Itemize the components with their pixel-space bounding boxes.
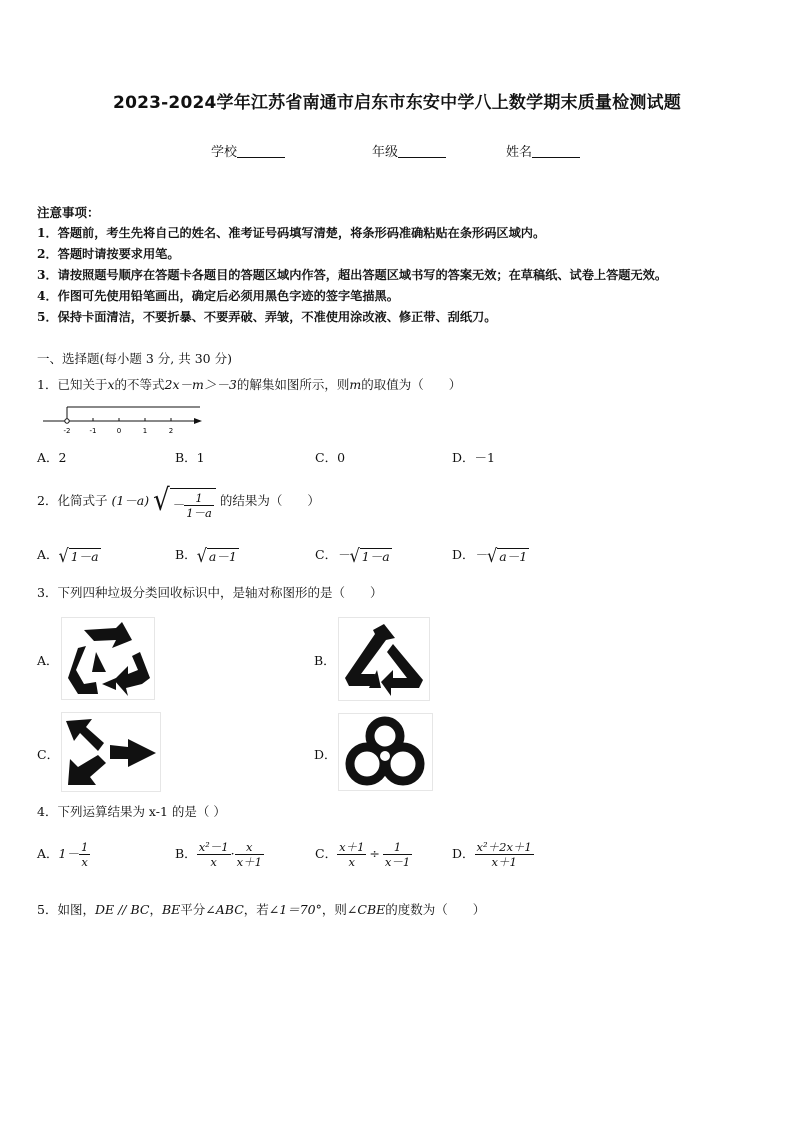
denominator: x [210, 855, 217, 869]
denominator: x－1 [384, 855, 411, 869]
option-label: D． [452, 846, 475, 861]
q4-option-b[interactable] [175, 840, 264, 869]
q4-option-d[interactable] [452, 840, 534, 869]
school-blank [237, 144, 285, 158]
option-operator: ÷ [369, 846, 380, 861]
question-1 [37, 375, 461, 393]
page-title: 2023-2024学年江苏省南通市启东市东安中学八上数学期末质量检测试题 [113, 93, 681, 113]
q5-text: ，若 [243, 902, 269, 917]
denominator: x＋1 [236, 855, 262, 869]
option-fraction [383, 840, 412, 869]
q3-image-a[interactable] [61, 617, 155, 700]
biohazard-icon [339, 714, 432, 790]
q5-math: BE [161, 902, 181, 917]
note-item: 2．答题时请按要求用笔。 [37, 247, 180, 261]
q2-option-a[interactable] [37, 545, 101, 564]
number-line-arrow [194, 418, 202, 424]
option-label: D． [452, 547, 475, 562]
q1-text-end: 的取值为（ ） [361, 377, 462, 392]
grade-blank [398, 144, 446, 158]
q2-text-post: 的结果为（ ） [219, 493, 320, 508]
number-line-tick-label: -1 [89, 427, 97, 435]
name-field [506, 141, 580, 160]
q3-image-d[interactable] [338, 713, 433, 791]
q1-option-c[interactable]: C．0 [315, 450, 346, 465]
school-field [211, 141, 285, 160]
option-sign: － [474, 547, 488, 562]
q3-image-c[interactable] [61, 712, 161, 792]
q3-image-b[interactable] [338, 617, 430, 701]
triangle-recycle-icon [339, 618, 429, 700]
numerator: x²－1 [198, 840, 229, 854]
q5-text: ， [149, 902, 162, 917]
sqrt-sign: √ [58, 544, 69, 566]
q3-option-d[interactable]: D． [314, 747, 337, 762]
denominator: x [81, 855, 88, 869]
q2-text-pre: 2．化简式子 [37, 493, 108, 508]
notes-heading: 注意事项： [37, 205, 100, 220]
sqrt-sign: √ [196, 544, 207, 566]
q5-math: ∠ABC [205, 902, 244, 917]
q3-option-a[interactable]: A． [37, 653, 59, 668]
q3-option-c[interactable]: C． [37, 747, 60, 762]
option-sqrt [196, 544, 239, 566]
option-sqrt [58, 544, 101, 566]
q1-text-mid: 的不等式 [114, 377, 165, 392]
q3-option-b[interactable]: B． [314, 653, 336, 668]
q1-text-pre: 1．已知关于 [37, 377, 108, 392]
option-radicand: a－1 [208, 548, 237, 564]
option-fraction [475, 840, 534, 869]
option-radicand: 1－a [70, 548, 99, 564]
q5-text: 平分 [180, 902, 206, 917]
q2-option-c[interactable] [315, 545, 392, 564]
section-heading: 一、选择题(每小题 3 分, 共 30 分) [37, 351, 232, 366]
q1-var-x: x [107, 377, 115, 392]
option-label: B． [175, 547, 197, 562]
q5-text: 的度数为（ ） [385, 902, 486, 917]
numerator: 1 [80, 840, 89, 854]
q5-math: ∠CBE [346, 902, 386, 917]
option-label: C． [315, 846, 338, 861]
q2-option-b[interactable] [175, 545, 239, 564]
q2-radicand [170, 488, 216, 520]
q1-var-m: m [349, 377, 362, 392]
numerator: 1 [383, 840, 412, 855]
q2-option-d[interactable] [452, 545, 529, 564]
option-expr: 1－ [58, 846, 79, 861]
name-label: 姓名 [506, 145, 533, 160]
q2-fraction [184, 491, 214, 520]
question-5 [37, 900, 485, 918]
number-line-tick-label: -2 [63, 427, 71, 435]
q1-option-a[interactable]: A．2 [37, 450, 67, 465]
number-line-tick-label: 1 [142, 427, 148, 435]
grade-label: 年级 [372, 145, 399, 160]
q4-option-c[interactable] [315, 840, 412, 869]
option-sqrt [487, 544, 529, 566]
question-2 [37, 483, 320, 520]
option-operator: · [230, 846, 235, 861]
q1-text-post: 的解集如图所示，则 [236, 377, 350, 392]
note-item: 1．答题前，考生先将自己的姓名、准考证号码填写清楚，将条形码准确粘贴在条形码区域内。 [37, 226, 546, 240]
question-3: 3．下列四种垃圾分类回收标识中，是轴对称图形的是（ ） [37, 585, 383, 600]
q2-numerator: 1 [184, 491, 214, 506]
option-sign: － [337, 547, 350, 562]
numerator: x²＋2x＋1 [476, 840, 532, 854]
school-label: 学校 [211, 145, 238, 160]
recycle-arrows-icon [62, 618, 154, 699]
number-line-tick-label: 2 [168, 427, 174, 435]
grade-field [372, 141, 446, 160]
q2-sqrt [153, 483, 216, 520]
denominator: x＋1 [491, 855, 517, 869]
q2-denominator: 1－a [186, 506, 212, 520]
numerator: x＋1 [339, 840, 365, 854]
q1-inequality: 2x－m＞－3 [164, 377, 237, 392]
option-sqrt [349, 544, 392, 566]
option-fraction [235, 840, 264, 869]
option-radicand: 1－a [361, 548, 390, 564]
option-label: B． [175, 846, 197, 861]
q5-text: 5．如图， [37, 902, 95, 917]
option-label: A． [37, 846, 59, 861]
q5-math: DE // BC [94, 902, 150, 917]
sqrt-sign: √ [487, 544, 498, 566]
number-line-tick-label: 0 [116, 427, 122, 435]
name-blank [532, 144, 580, 158]
three-arrows-icon [62, 713, 160, 791]
numerator: x [235, 840, 264, 855]
option-fraction [197, 840, 231, 869]
q5-math: ∠1＝70° [268, 902, 322, 917]
note-item: 4．作图可先使用铅笔画出，确定后必须用黑色字迹的签字笔描黑。 [37, 289, 399, 303]
note-item: 5．保持卡面清洁，不要折暴、不要弄破、弄皱，不准使用涂改液、修正带、刮纸刀。 [37, 310, 497, 324]
q1-option-d[interactable]: D．－1 [452, 450, 495, 465]
option-radicand: a－1 [499, 548, 528, 564]
q2-factor: (1－a) [111, 493, 150, 508]
solution-endpoint [65, 419, 69, 423]
question-4: 4．下列运算结果为 x-1 的是（ ） [37, 804, 226, 819]
option-label: A． [37, 547, 59, 562]
q1-option-b[interactable]: B．1 [175, 450, 205, 465]
sqrt-sign: √ [153, 483, 170, 519]
denominator: x [348, 855, 355, 869]
number-line [40, 402, 205, 436]
option-fraction [79, 840, 90, 869]
option-label: C． [315, 547, 338, 562]
note-item: 3．请按照题号顺序在答题卡各题目的答题区域内作答，超出答题区域书写的答案无效；在草稿纸、试卷上答题无效。 [37, 268, 668, 282]
option-fraction [337, 840, 366, 869]
q4-option-a[interactable] [37, 840, 90, 869]
sqrt-sign: √ [349, 544, 360, 566]
q2-minus: － [171, 497, 185, 512]
q5-text: ，则 [321, 902, 347, 917]
